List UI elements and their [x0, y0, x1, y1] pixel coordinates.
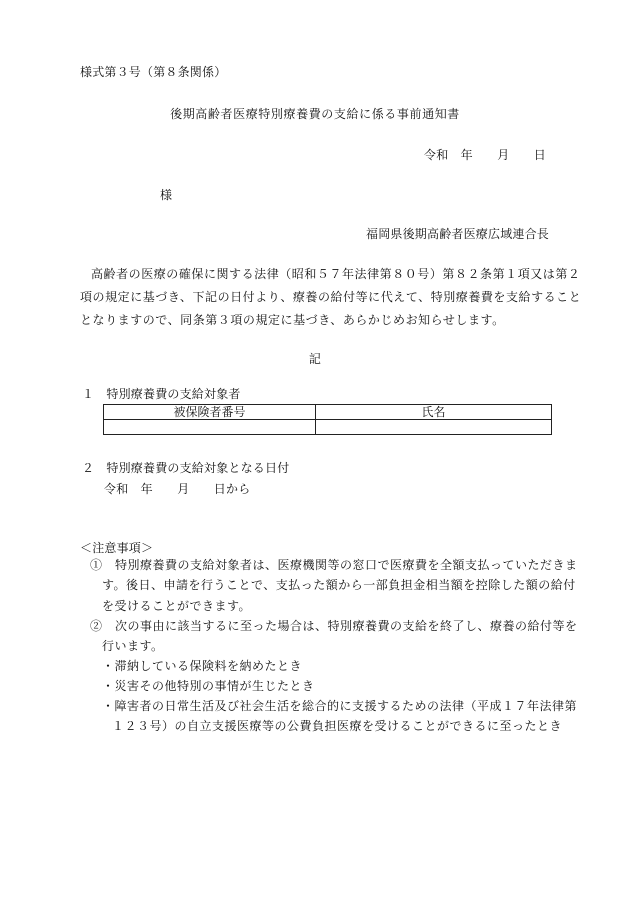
note1-line: を受けることができます。: [102, 599, 252, 613]
note-bullet: ・災害その他特別の事情が生じたとき: [102, 679, 315, 693]
note-bullet: ・滞納している保険料を納めたとき: [102, 659, 303, 673]
form-number: 様式第３号（第８条関係）: [80, 65, 227, 79]
document-title: 後期高齢者医療特別療養費の支給に係る事前通知書: [170, 107, 460, 121]
sender-name: 福岡県後期高齢者医療広域連合長: [366, 227, 550, 241]
table-header-row: [104, 405, 552, 420]
table-row: [104, 420, 552, 435]
ki-marker: 記: [308, 352, 322, 366]
issue-date: 令和 年 月 日: [424, 148, 547, 162]
body-paragraph-line: となりますので、同条第３項の規定に基づき、あらかじめお知らせします。: [80, 313, 505, 327]
name-header: 氏名: [316, 405, 552, 420]
section2-date: 令和 年 月 日から: [104, 482, 251, 496]
body-paragraph-line: 項の規定に基づき、下記の日付より、療養の給付等に代えて、特別療養費を支給すること: [80, 290, 582, 304]
name-cell: [316, 420, 552, 435]
insured-number-cell: [104, 420, 316, 435]
notes-header: ＜注意事項＞: [80, 541, 154, 555]
section2-heading: ２ 特別療養費の支給対象となる日付: [82, 461, 290, 475]
insured-number-header: 被保険者番号: [104, 405, 316, 420]
note-bullet: ・障害者の日常生活及び社会生活を総合的に支援するための法律（平成１７年法律第: [102, 699, 578, 713]
body-paragraph-line: 高齢者の医療の確保に関する法律（昭和５７年法律第８０号）第８２条第１項又は第２: [91, 267, 581, 281]
note1-line: ① 特別療養費の支給対象者は、医療機関等の窓口で医療費を全額支払っていただきま: [90, 558, 578, 572]
addressee-honorific: 様: [160, 188, 173, 202]
note2-line: ② 次の事由に該当するに至った場合は、特別療養費の支給を終了し、療養の給付等を: [90, 619, 578, 633]
section1-heading: １ 特別療養費の支給対象者: [82, 387, 241, 401]
beneficiary-table: [103, 404, 552, 435]
note2-line: 行います。: [102, 639, 164, 653]
note1-line: す。後日、申請を行うことで、支払った額から一部負担金相当額を控除した額の給付: [102, 578, 576, 592]
note-bullet-continuation: １２３号）の自立支援医療等の公費負担医療を受けることができるに至ったとき: [112, 719, 563, 733]
